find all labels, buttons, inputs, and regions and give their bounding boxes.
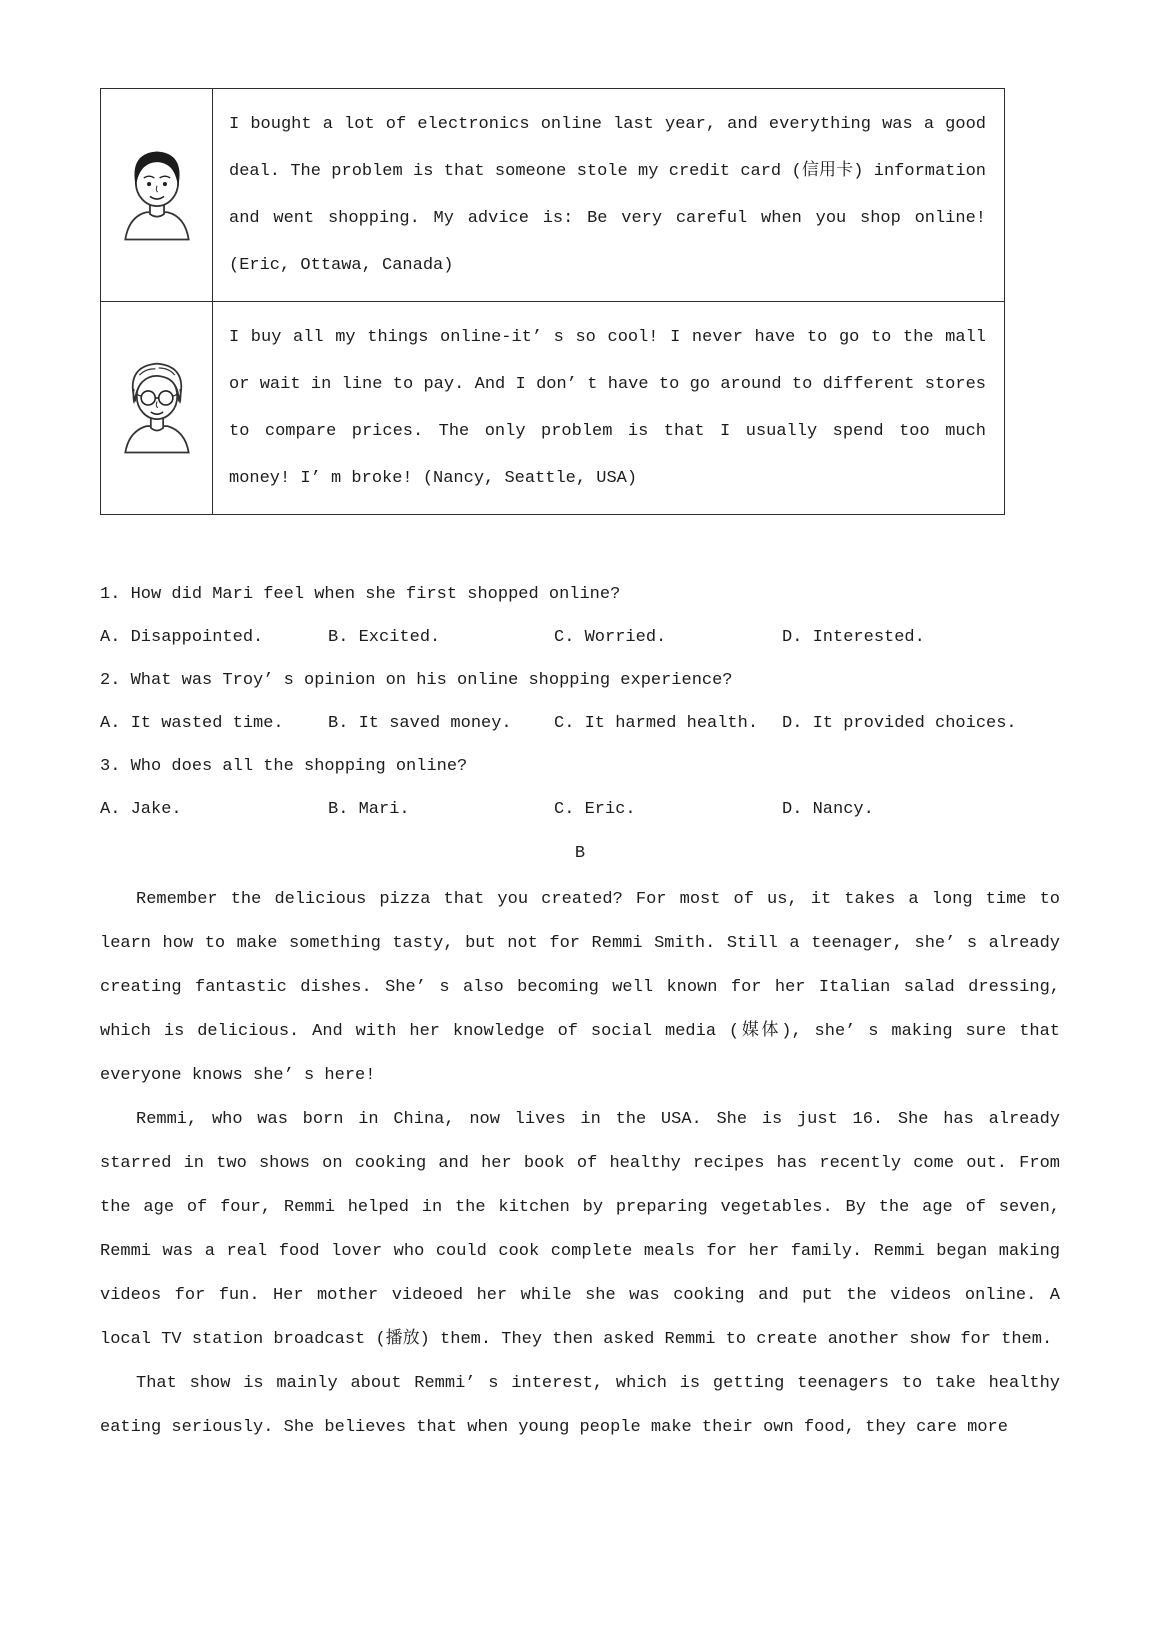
man-avatar-icon (113, 142, 201, 248)
option-b: B. Mari. (328, 800, 410, 819)
passage-paragraph: Remmi, who was born in China, now lives in the USA. She is just 16. She has already starred in two shows on cooking and her book of healthy recipes has recently come out. From the age of four, Remmi helped in the kitchen by preparing vegetables. By the age of seven, Remmi was a real food lover who could cook complete meals for her family. Remmi began making videos for fun. Her mother videoed her while she was cooking and put the videos online. A local TV station broadcast (播放) them. They then asked Remmi to create another show for them. (100, 1110, 1060, 1349)
option-a: A. It wasted time. (100, 714, 284, 733)
question-2-options (100, 702, 1060, 745)
option-c: C. It harmed health. (554, 714, 759, 733)
question-1-options (100, 616, 1060, 659)
table-row (101, 302, 1005, 515)
option-c: C. Eric. (554, 800, 636, 819)
woman-avatar-icon (113, 355, 201, 461)
question-3-text: 3. Who does all the shopping online? (100, 757, 468, 776)
question-3-options (100, 788, 1060, 831)
section-b-label: B (574, 844, 586, 863)
option-c: C. Worried. (554, 628, 667, 647)
quote-text: I bought a lot of electronics online last year, and everything was a good deal. The problem is that someone stole my credit card (信用卡) information and went shopping. My advice is: Be very careful when you shop online! (Eric, Ottawa, Canada) (213, 89, 1005, 302)
quote-text: I buy all my things online-it’ s so cool! I never have to go to the mall or wait in line to pay. And I don’ t have to go around to different stores to compare prices. The only problem is that I usually spend too much money! I’ m broke! (Nancy, Seattle, USA) (213, 302, 1005, 515)
passage-paragraph: That show is mainly about Remmi’ s interest, which is getting teenagers to take healthy eating seriously. She believes that when young people make their own food, they care more (100, 1374, 1060, 1437)
table-row (101, 89, 1005, 302)
opinions-table (100, 88, 1005, 515)
avatar-cell (101, 302, 213, 515)
option-d: D. It provided choices. (782, 714, 1017, 733)
option-b: B. Excited. (328, 628, 441, 647)
option-a: A. Disappointed. (100, 628, 264, 647)
reading-passage (100, 878, 1060, 1450)
option-d: D. Interested. (782, 628, 925, 647)
question-2-text: 2. What was Troy’ s opinion on his online shopping experience? (100, 671, 733, 690)
option-a: A. Jake. (100, 800, 182, 819)
avatar-cell (101, 89, 213, 302)
option-b: B. It saved money. (328, 714, 512, 733)
option-d: D. Nancy. (782, 800, 874, 819)
passage-paragraph: Remember the delicious pizza that you created? For most of us, it takes a long time to learn how to make something tasty, but not for Remmi Smith. Still a teenager, she’ s already creating fantastic dishes. She’ s also becoming well known for her Italian salad dressing, which is delicious. And with her knowledge of social media (媒体), she’ s making sure that everyone knows she’ s here! (100, 890, 1060, 1085)
question-1-text: 1. How did Mari feel when she first shopped online? (100, 585, 621, 604)
questions-section (100, 573, 1060, 831)
